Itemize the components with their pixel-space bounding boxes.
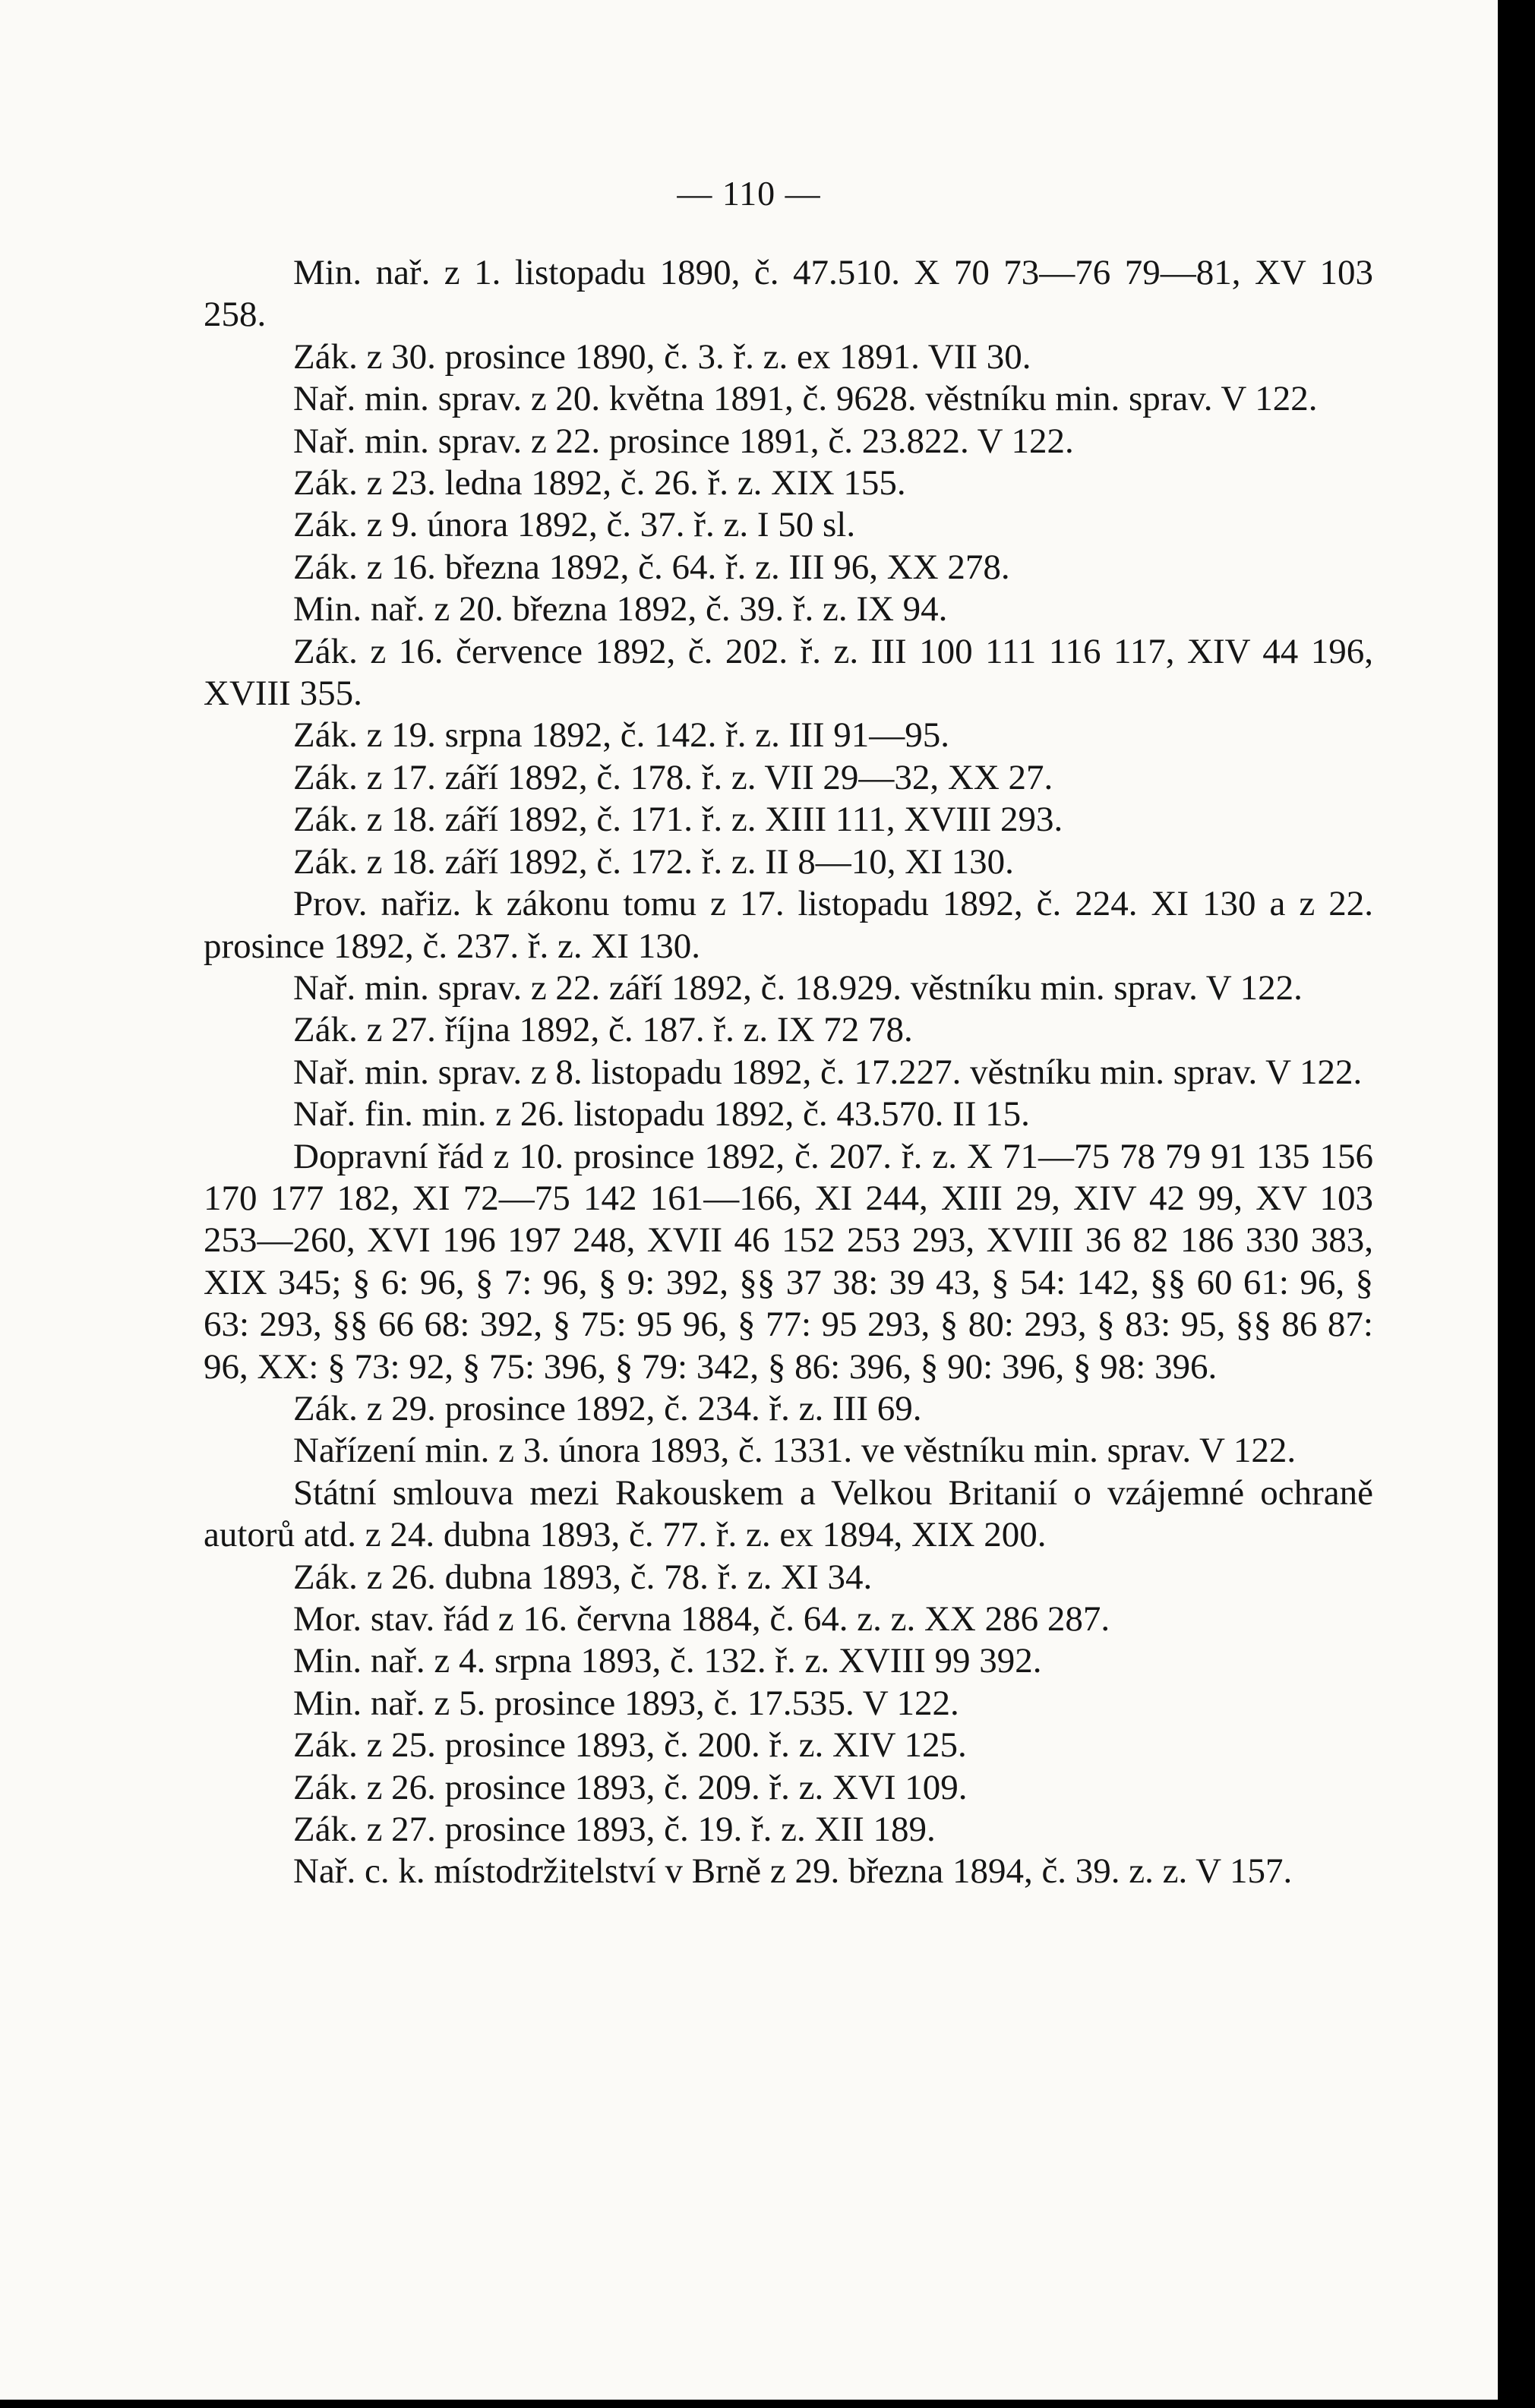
index-entry: Zák. z 9. února 1892, č. 37. ř. z. I 50 sl. xyxy=(293,505,856,545)
index-entry: Nař. min. sprav. z 20. května 1891, č. 9628. věstníku min. sprav. V 122. xyxy=(293,379,1318,419)
index-entry: Zák. z 27. prosince 1893, č. 19. ř. z. XII 189. xyxy=(293,1810,936,1850)
index-entry: Nař. min. sprav. z 22. prosince 1891, č. 23.822. V 122. xyxy=(293,421,1074,461)
index-entry: Zák. z 19. srpna 1892, č. 142. ř. z. III 91—95. xyxy=(293,715,950,756)
index-entry: Min. nař. z 4. srpna 1893, č. 132. ř. z. XVIII 99 392. xyxy=(293,1641,1042,1681)
index-entry: Zák. z 23. ledna 1892, č. 26. ř. z. XIX 155. xyxy=(293,463,906,503)
index-entry: Zák. z 30. prosince 1890, č. 3. ř. z. ex 1891. VII 30. xyxy=(293,336,1031,377)
index-entry: Zák. z 18. září 1892, č. 172. ř. z. II 8—10, XI 130. xyxy=(293,841,1014,882)
index-entry: Zák. z 29. prosince 1892, č. 234. ř. z. III 69. xyxy=(293,1388,922,1428)
index-entry: Prov. nařiz. k zákonu tomu z 17. listopadu 1892, č. 224. XI 130 a z 22. prosince 1892, č. 237. ř. z. XI 130. xyxy=(204,884,1373,966)
index-entry: Zák. z 27. října 1892, č. 187. ř. z. IX 72 78. xyxy=(293,1010,913,1050)
index-entry: Dopravní řád z 10. prosince 1892, č. 207. ř. z. X 71—75 78 79 91 135 156 170 177 182, XI 72—75 142 161—166, XI 244, XIII 29, XIV 42 99, XV 103 253—260, XVI 196 197 248, XVII 46 152 253 293, XVIII 36 82 186 330 383, XIX 345; § 6: 96, § 7: 96, § 9: 392, §§ 37 38: 39 43, § 54: 142, §§ 60 61: 96, § 63: 293, §§ 66 68: 392, § 75: 95 96, § 77: 95 293, § 80: 293, § 83: 95, §§ 86 87: 96, XX: § 73: 92, § 75: 396, § 79: 342, § 86: 396, § 90: 396, § 98: 396. xyxy=(204,1136,1373,1387)
index-entry: Min. nař. z 20. března 1892, č. 39. ř. z. IX 94. xyxy=(293,589,948,630)
scan-border xyxy=(1498,0,1535,2408)
index-entry: Nař. min. sprav. z 8. listopadu 1892, č. 17.227. věstníku min. sprav. V 122. xyxy=(293,1052,1363,1092)
index-entry: Nařízení min. z 3. února 1893, č. 1331. ve věstníku min. sprav. V 122. xyxy=(293,1431,1297,1471)
index-entry: Mor. stav. řád z 16. června 1884, č. 64. z. z. XX 286 287. xyxy=(293,1599,1110,1639)
index-entry: Nař. c. k. místodržitelství v Brně z 29. března 1894, č. 39. z. z. V 157. xyxy=(293,1851,1293,1892)
index-entry: Min. nař. z 1. listopadu 1890, č. 47.510. X 70 73—76 79—81, XV 103 258. xyxy=(204,253,1373,335)
index-entry: Nař. min. sprav. z 22. září 1892, č. 18.929. věstníku min. sprav. V 122. xyxy=(293,967,1303,1008)
index-entry: Zák. z 16. března 1892, č. 64. ř. z. III 96, XX 278. xyxy=(293,547,1010,587)
page-number: — 110 — xyxy=(677,174,821,213)
index-entry: Zák. z 16. července 1892, č. 202. ř. z. III 100 111 116 117, XIV 44 196, XVIII 355. xyxy=(204,631,1373,714)
index-entry: Zák. z 26. prosince 1893, č. 209. ř. z. XVI 109. xyxy=(293,1767,968,1807)
legal-index-list xyxy=(204,252,1373,1893)
index-entry: Zák. z 17. září 1892, č. 178. ř. z. VII 29—32, XX 27. xyxy=(293,757,1053,797)
index-entry: Zák. z 25. prosince 1893, č. 200. ř. z. XIV 125. xyxy=(293,1725,967,1766)
index-entry: Nař. fin. min. z 26. listopadu 1892, č. 43.570. II 15. xyxy=(293,1094,1030,1135)
index-entry: Zák. z 26. dubna 1893, č. 78. ř. z. XI 34. xyxy=(293,1557,873,1597)
index-entry: Zák. z 18. září 1892, č. 171. ř. z. XIII 111, XVIII 293. xyxy=(293,800,1063,840)
index-entry: Státní smlouva mezi Rakouskem a Velkou Britanií o vzájemné ochraně autorů atd. z 24. dubna 1893, č. 77. ř. z. ex 1894, XIX 200. xyxy=(204,1472,1373,1555)
index-entry: Min. nař. z 5. prosince 1893, č. 17.535. V 122. xyxy=(293,1683,959,1723)
